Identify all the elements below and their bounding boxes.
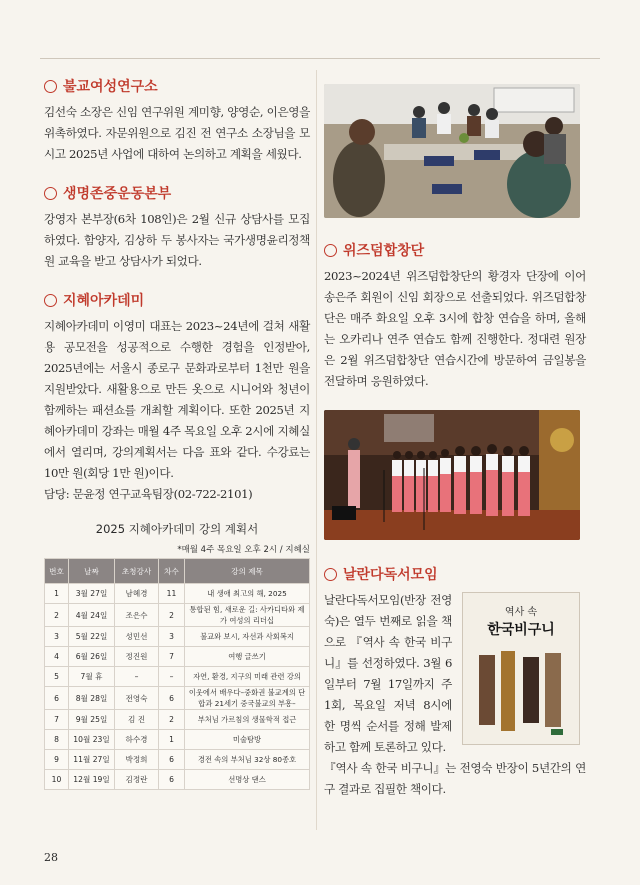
table-cell: 2	[45, 604, 69, 627]
book-title-line2: 한국비구니	[487, 622, 555, 638]
table-cell: –	[159, 667, 185, 687]
section-title-text: 날란다독서모임	[343, 567, 438, 583]
section-body: 날란다독서모임(반장 전영숙)은 열두 번째로 읽을 책으로 『역사 속 한국 비구니』를 선정하였다. 3월 6일부터 7월 17일까지 주 1회, 목요일 저녁 8시에 한 명씩 순서를 정해 발제하고 함께 토론하고 있다.	[324, 593, 452, 754]
contact-line: 담당: 문윤정 연구교육팀장(02-722-2101)	[44, 487, 253, 501]
table-header-row	[45, 559, 310, 584]
section-nanran	[324, 564, 586, 800]
header-cell: 차수	[159, 559, 185, 584]
section-title	[44, 290, 310, 310]
table-cell: 자연, 환경, 지구의 미래 관련 강의	[185, 667, 310, 687]
table-row	[45, 687, 310, 710]
table-cell: 전영숙	[115, 687, 159, 710]
choir-photo-illustration	[324, 410, 580, 540]
table-cell: 11월 27일	[69, 750, 115, 770]
table-row	[45, 584, 310, 604]
table-cell: 남혜경	[115, 584, 159, 604]
table-cell: 3월 27일	[69, 584, 115, 604]
book-block	[324, 590, 586, 758]
table-cell: 7월 휴	[69, 667, 115, 687]
table-cell: 9	[45, 750, 69, 770]
table-cell: 여행 글쓰기	[185, 647, 310, 667]
page-number: 28	[44, 851, 58, 864]
table-cell: 미술탐방	[185, 730, 310, 750]
section-title	[44, 76, 310, 96]
section-title-text: 불교여성연구소	[63, 79, 158, 95]
table-cell: 성민선	[115, 627, 159, 647]
table-note: *매월 4주 목요일 오후 2시 / 지혜실	[177, 545, 310, 555]
table-cell: 10	[45, 770, 69, 790]
table-cell: 2	[159, 604, 185, 627]
table-cell: 6	[159, 687, 185, 710]
table-row	[45, 750, 310, 770]
table-cell: 6월 26일	[69, 647, 115, 667]
choir-photo	[324, 410, 580, 540]
table-cell: 5	[45, 667, 69, 687]
meeting-photo	[324, 84, 580, 218]
section-title	[44, 183, 310, 203]
table-row	[45, 667, 310, 687]
table-row	[45, 710, 310, 730]
meeting-photo-illustration	[324, 84, 580, 218]
left-column	[44, 76, 310, 808]
table-cell: 4	[45, 647, 69, 667]
table-cell: 7	[159, 647, 185, 667]
header-cell: 날짜	[69, 559, 115, 584]
table-cell: 정진원	[115, 647, 159, 667]
lecture-table	[44, 558, 310, 790]
table-cell: 부처님 가르침의 생물학적 접근	[185, 710, 310, 730]
section-jihye	[44, 290, 310, 790]
table-cell: 6	[159, 750, 185, 770]
table-cell: 선명상 댄스	[185, 770, 310, 790]
table-cell: 11	[159, 584, 185, 604]
table-cell: 통합된 힘, 새로운 길: 사카디타와 제가 여성의 리더십	[185, 604, 310, 627]
table-cell: 경전 속의 부처님 32상 80종호	[185, 750, 310, 770]
table-cell: –	[115, 667, 159, 687]
book-title-line1: 역사 속	[504, 607, 538, 618]
section-body: 지혜아카데미 이영미 대표는 2023~24년에 걸쳐 새활용 공모전을 성공적으로 수행한 경험을 인정받아, 2025년에는 서울시 종로구 문화과로부터 1천만 원을 지원받았다. 새활용으로 만든 옷으로 시니어와 청년이 함께하는 패션쇼를 개최할 계획이다. 또한 2025년 지혜아카데미 강좌는 매월 4주 목요일 오후 2시에 지혜실에서 열리며, 강의계획서는 다음 표와 같다. 수강료는 10만 원(회당 1만 원)이다.	[44, 319, 310, 480]
table-cell: 이웃에서 배우다–중화권 불교계의 단합과 21세기 중국불교의 부흥–	[185, 687, 310, 710]
section-bulgyo	[44, 76, 310, 165]
table-row	[45, 730, 310, 750]
table-cell: 2	[159, 710, 185, 730]
section-title	[324, 240, 586, 260]
table-cell: 3	[45, 627, 69, 647]
table-cell: 1	[45, 584, 69, 604]
table-cell: 8	[45, 730, 69, 750]
table-cell: 내 생애 최고의 해, 2025	[185, 584, 310, 604]
table-cell: 8월 28일	[69, 687, 115, 710]
section-body: 강영자 본부장(6차 108인)은 2월 신규 상담사를 모집하였다. 함양자, 김상하 두 봉사자는 국가생명윤리정책원 교육을 받고 상담사가 되었다.	[44, 212, 310, 268]
circle-bullet-icon	[324, 244, 337, 257]
table-row	[45, 627, 310, 647]
section-title-text: 지혜아카데미	[63, 293, 145, 309]
table-cell: 4월 24일	[69, 604, 115, 627]
table-row	[45, 770, 310, 790]
table-row	[45, 604, 310, 627]
table-cell: 3	[159, 627, 185, 647]
table-row	[45, 647, 310, 667]
table-cell: 1	[159, 730, 185, 750]
book-cover	[462, 592, 580, 745]
table-cell: 9월 25일	[69, 710, 115, 730]
table-cell: 12월 19일	[69, 770, 115, 790]
table-cell: 김 진	[115, 710, 159, 730]
table-title: 2025 지혜아카데미 강의 계획서	[95, 522, 259, 536]
header-cell: 번호	[45, 559, 69, 584]
section-body: 2023~2024년 위즈덤합창단의 황경자 단장에 이어 송은주 회원이 신임 회장으로 선출되었다. 위즈덤합창단은 매주 화요일 오후 3시에 합창 연습을 하며, 올해는 오카리나 연주 연습도 함께 진행한다. 정대련 원장은 2월 위즈덤합창단 연습시간에 방문하여 금일봉을 전달하며 응원하였다.	[324, 269, 586, 388]
section-body-2: 『역사 속 한국 비구니』는 전영숙 반장이 5년간의 연구 결과로 집필한 책이다.	[324, 761, 586, 796]
right-column	[324, 84, 586, 818]
table-cell: 하수경	[115, 730, 159, 750]
header-cell: 초청강사	[115, 559, 159, 584]
circle-bullet-icon	[44, 187, 57, 200]
table-cell: 10월 23일	[69, 730, 115, 750]
section-wisdom-choir	[324, 240, 586, 392]
column-divider	[316, 70, 317, 830]
section-title-text: 위즈덤합창단	[343, 243, 425, 259]
table-cell: 5월 22일	[69, 627, 115, 647]
book-art-icon	[471, 647, 571, 737]
table-cell: 김정란	[115, 770, 159, 790]
table-cell: 6	[45, 687, 69, 710]
table-cell: 불교와 보시, 자선과 사회복지	[185, 627, 310, 647]
table-cell: 조은수	[115, 604, 159, 627]
section-title-text: 생명존중운동본부	[63, 186, 172, 202]
section-saengmyeong	[44, 183, 310, 272]
table-cell: 7	[45, 710, 69, 730]
circle-bullet-icon	[44, 294, 57, 307]
top-rule	[40, 58, 600, 59]
section-title	[324, 564, 586, 584]
section-body: 김선숙 소장은 신임 연구위원 계미향, 양영순, 이은영을 위촉하였다. 자문위원으로 김진 전 연구소 소장님을 모시고 2025년 사업에 대하여 논의하고 계획을 세웠다.	[44, 105, 310, 161]
circle-bullet-icon	[44, 80, 57, 93]
table-cell: 박정희	[115, 750, 159, 770]
circle-bullet-icon	[324, 568, 337, 581]
header-cell: 강의 제목	[185, 559, 310, 584]
table-cell: 6	[159, 770, 185, 790]
